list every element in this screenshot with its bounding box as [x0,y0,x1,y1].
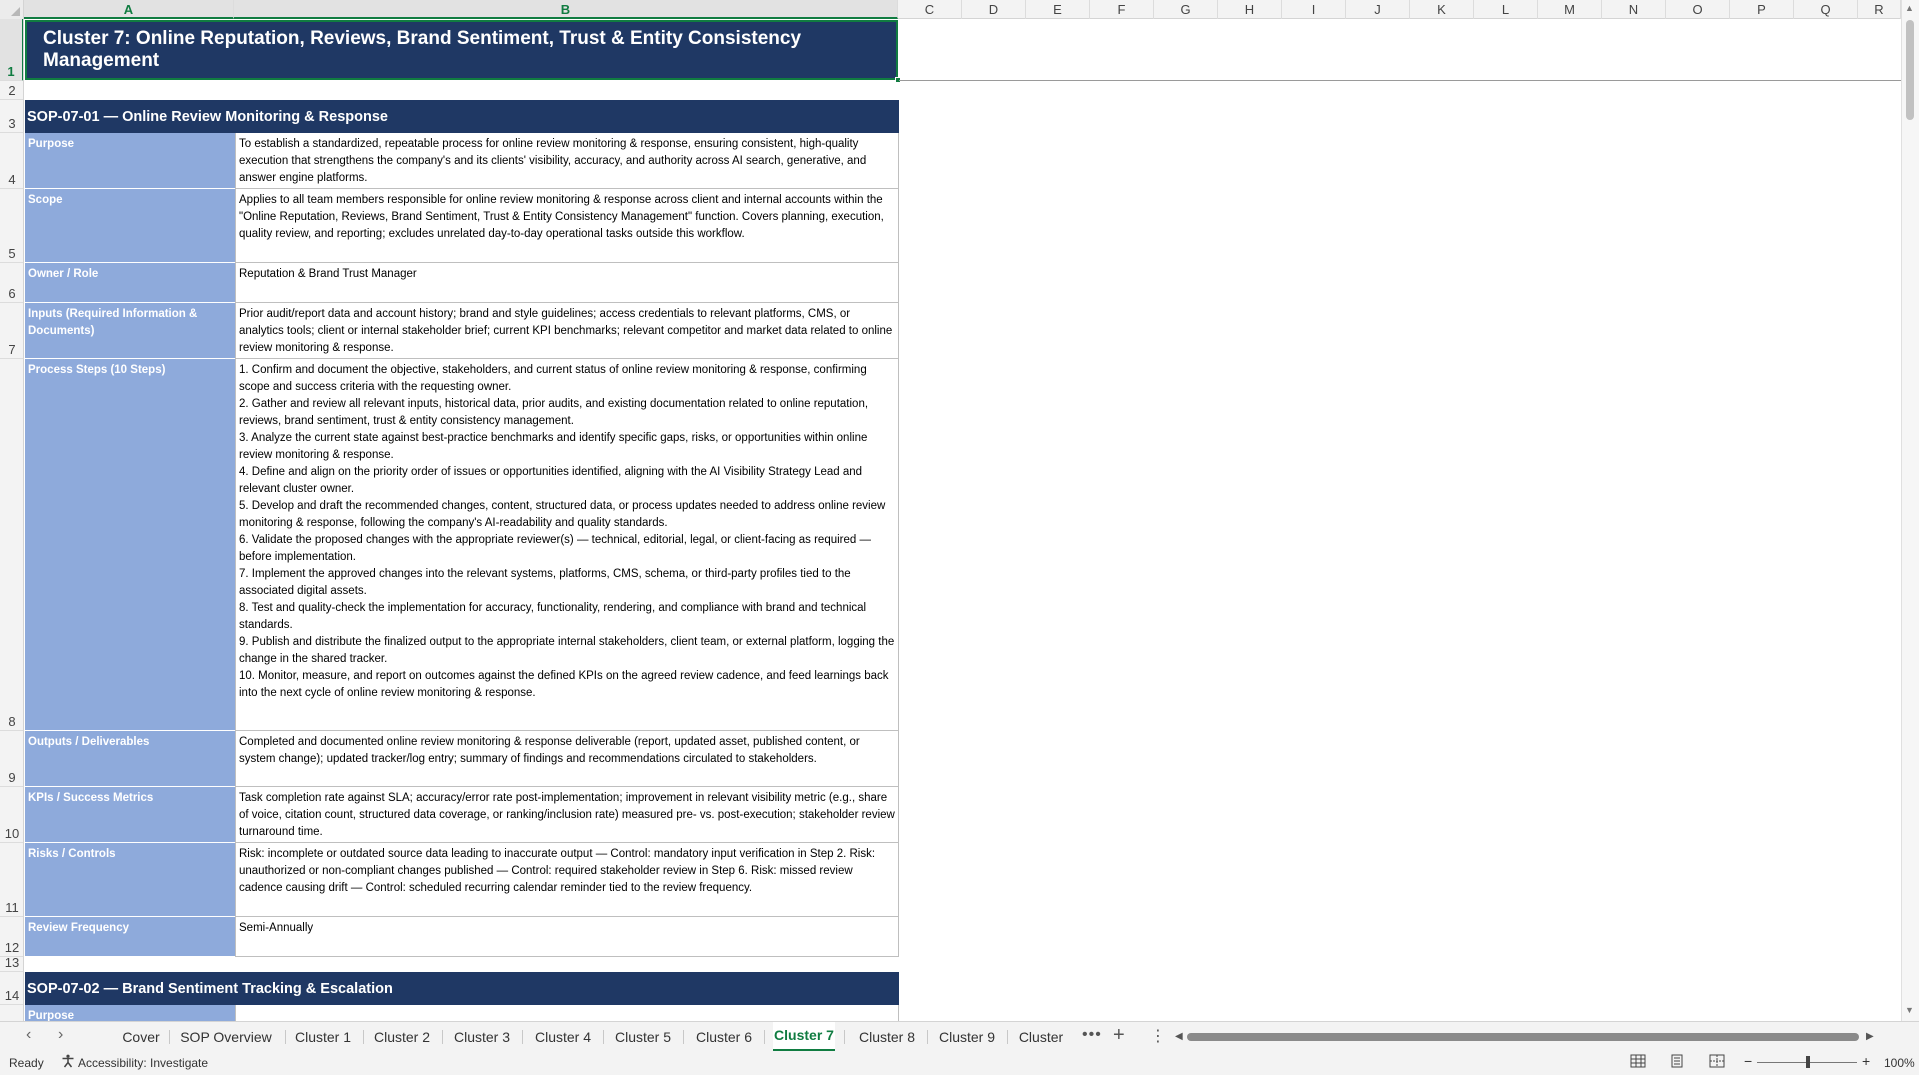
tab-separator [169,1030,170,1044]
row-header-6[interactable]: 6 [0,263,24,303]
row-header-10[interactable]: 10 [0,787,24,843]
vertical-scroll-thumb[interactable] [1906,20,1914,120]
zoom-slider-knob[interactable] [1806,1056,1810,1068]
field-value-text: To establish a standardized, repeatable process for online review monitoring & response, ensuring consistent, high-quality execution that strengthens the company's and its clients' visibility, accuracy, and authority across AI search, generative, and answer engine platforms. [239,138,867,184]
field-value-text: Reputation & Brand Trust Manager [239,268,417,280]
field-value[interactable] [235,263,899,303]
column-header-p[interactable]: P [1730,0,1794,19]
column-header-o[interactable]: O [1666,0,1730,19]
row-1-border [899,80,1901,81]
field-value[interactable] [235,359,899,731]
field-label-text: Inputs (Required Information & Documents) [28,308,198,337]
field-label[interactable] [25,787,235,843]
row-header-5[interactable]: 5 [0,189,24,263]
column-header-r[interactable]: R [1858,0,1901,19]
sheet-tab[interactable]: Cluster 3 [453,1029,511,1045]
column-header-i[interactable]: I [1282,0,1346,19]
field-label[interactable] [25,359,235,731]
field-value[interactable] [235,731,899,787]
field-value-text: 1. Confirm and document the objective, stakeholders, and current status of online review monitoring & response, confirming scope and success criteria with the requesting owner. 2. Gather and review all relevant inputs, historical data, prior audits, and existing documentation related to online reputation, reviews, brand sentiment, trust & entity consistency management. 3. Analyze the current state against best-practice benchmarks and identify specific gaps, risks, or opportunities within online review monitoring & response. 4. Define and align on the priority order of issues or opportunities identified, aligning with the AI Visibility Strategy Lead and relevant cluster owner. 5. Develop and draft the recommended changes, content, structured data, or process updates needed to address online review monitoring & response, following the company's AI-readability and quality standards. 6. Validate the proposed changes with the appropriate reviewer(s) — technical, editorial, legal, or client-facing as required — before implementation. 7. Implement the approved changes into the relevant systems, platforms, CMS, schema, or third-party profiles tied to the associated digital assets. 8. Test and quality-check the implementation for accuracy, functionality, rendering, and compliance with brand and technical standards. 9. Publish and distribute the finalized output to the appropriate internal stakeholders, client team, or external platform, logging the change in the shared tracker. 10. Monitor, measure, and report on outcomes against the defined KPIs on the agreed review cadence, and feed learnings back into the next cycle of online review monitoring & response. [239,364,895,699]
sheet-tab[interactable]: Cluster 8 [858,1029,916,1045]
field-value[interactable] [235,843,899,917]
row-header-2[interactable]: 2 [0,81,24,100]
tab-options-icon[interactable]: ⋮ [1150,1028,1166,1045]
field-label-text: Purpose [28,1010,75,1021]
sheet-tab[interactable]: Cluster 4 [534,1029,592,1045]
column-header-g[interactable]: G [1154,0,1218,19]
field-value-text: Risk: incomplete or outdated source data leading to inaccurate output — Control: mandatory input verification in Step 2. Risk: unauthorized or non-compliant changes published — Control: required stakeholder review in Step 6. Risk: missed review cadence causing drift — Control: scheduled recurring calendar reminder tied to the review frequency. [239,848,876,894]
row-header-7[interactable]: 7 [0,303,24,359]
sheet-tab-bar [0,1021,1919,1051]
tab-separator [927,1030,928,1044]
field-value[interactable] [235,1005,899,1021]
row-header-8[interactable]: 8 [0,359,24,731]
zoom-out-icon[interactable]: − [1744,1053,1753,1069]
column-header-n[interactable]: N [1602,0,1666,19]
tab-separator [285,1030,286,1044]
field-label[interactable] [25,133,235,189]
field-value-text: Completed and documented online review monitoring & response deliverable (report, updated asset, published content, or system change); updated tracker/log entry; summary of findings and recommendations circulated to stakeholders. [239,736,860,765]
column-header-bar [0,0,1901,19]
row-header-4[interactable]: 4 [0,133,24,189]
sheet-tab[interactable]: Cluster 7 [773,1022,835,1052]
accessibility-status[interactable]: Accessibility: Investigate [78,1056,209,1070]
tab-separator [603,1030,604,1044]
field-label-text: KPIs / Success Metrics [28,792,154,804]
tab-separator [1007,1030,1008,1044]
column-header-m[interactable]: M [1538,0,1602,19]
column-header-l[interactable]: L [1474,0,1538,19]
field-value[interactable] [235,133,899,189]
field-label[interactable] [25,731,235,787]
field-label[interactable] [25,843,235,917]
more-tabs-icon[interactable]: ••• [1082,1026,1102,1043]
title-cell[interactable] [25,20,898,80]
field-label-text: Owner / Role [28,268,99,280]
page-layout-view-icon[interactable] [1669,1054,1687,1070]
row-header-9[interactable]: 9 [0,731,24,787]
column-header-a[interactable]: A [24,0,234,19]
field-label-text: Outputs / Deliverables [28,736,150,748]
select-all-corner[interactable] [0,0,24,19]
field-value-text: Prior audit/report data and account history; brand and style guidelines; access credentials to relevant platforms, CMS, or analytics tools; client or internal stakeholder brief; current KPI benchmarks; relevant competitor and market data related to online review monitoring & response. [239,308,893,354]
sheet-tab[interactable]: Cluster 2 [373,1029,431,1045]
field-label[interactable] [25,189,235,263]
column-header-h[interactable]: H [1218,0,1282,19]
column-header-d[interactable]: D [962,0,1026,19]
column-header-f[interactable]: F [1090,0,1154,19]
scroll-up-icon[interactable]: ▲ [1905,3,1914,13]
field-label[interactable] [25,263,235,303]
row-header-13[interactable]: 13 [0,957,24,972]
field-value-text: Applies to all team members responsible for online review monitoring & response across client and internal accounts within the "Online Reputation, Reviews, Brand Sentiment, Trust & Entity Consistency Management" function. Covers planning, execution, quality review, and reporting; excludes unrelated day-to-day operational tasks outside this workflow. [239,194,884,240]
sheet-title: Cluster 7: Online Reputation, Reviews, Brand Sentiment, Trust & Entity Consistency Management [43,28,802,71]
sheet-tab[interactable]: Cluster 9 [938,1029,996,1045]
field-label-text: Process Steps (10 Steps) [28,364,166,376]
sop-header[interactable] [25,100,899,133]
field-label[interactable] [25,303,235,359]
sop-header[interactable] [25,972,899,1005]
horizontal-scrollbar[interactable] [1175,1031,1875,1043]
row-header-12[interactable]: 12 [0,917,24,957]
tab-scroll-right-icon[interactable]: › [58,1026,64,1043]
tab-separator [442,1030,443,1044]
sop-header-text: SOP-07-01 — Online Review Monitoring & Response [27,108,388,125]
tab-separator [363,1030,364,1044]
horizontal-scroll-thumb[interactable] [1187,1033,1859,1041]
scroll-right-icon[interactable]: ▶ [1866,1031,1874,1042]
ready-status: Ready [9,1056,44,1070]
row-header-3[interactable]: 3 [0,100,24,133]
sheet-tab[interactable]: Cluster 1 [294,1029,352,1045]
column-header-k[interactable]: K [1410,0,1474,19]
tab-separator [844,1030,845,1044]
zoom-in-icon[interactable]: + [1862,1053,1871,1069]
tab-separator [764,1030,765,1044]
column-header-q[interactable]: Q [1794,0,1858,19]
scroll-down-icon[interactable]: ▼ [1905,1005,1914,1015]
accessibility-icon[interactable] [61,1054,75,1071]
column-header-c[interactable]: C [898,0,962,19]
zoom-level[interactable]: 100% [1884,1056,1915,1070]
worksheet-grid[interactable] [24,19,1901,1021]
sheet-tab[interactable]: Cluster 6 [695,1029,753,1045]
field-value[interactable] [235,303,899,359]
field-label[interactable] [25,1005,235,1021]
sheet-tab[interactable]: Cluster 5 [614,1029,672,1045]
status-bar [0,1051,1919,1075]
sheet-tab[interactable]: Cluster [1018,1029,1064,1045]
normal-view-icon[interactable] [1630,1054,1648,1070]
sheet-tab[interactable]: Cover [122,1029,160,1045]
field-label[interactable] [25,917,235,957]
field-label-text: Purpose [28,138,75,150]
column-header-b[interactable]: B [234,0,898,19]
field-label-text: Review Frequency [28,922,129,934]
add-sheet-icon[interactable]: + [1113,1024,1125,1046]
row-header-14[interactable]: 14 [0,972,24,1005]
sheet-tab[interactable]: SOP Overview [180,1029,272,1045]
tab-separator [683,1030,684,1044]
tab-separator [522,1030,523,1044]
field-label-text: Risks / Controls [28,848,116,860]
row-header-1[interactable]: 1 [0,19,24,81]
scroll-left-icon[interactable]: ◀ [1175,1031,1183,1042]
field-value[interactable] [235,917,899,957]
column-header-e[interactable]: E [1026,0,1090,19]
sop-header-text: SOP-07-02 — Brand Sentiment Tracking & Escalation [27,980,393,997]
field-label-text: Scope [28,194,63,206]
vertical-scrollbar[interactable] [1901,0,1919,1021]
tab-scroll-left-icon[interactable]: ‹ [26,1026,32,1043]
page-break-preview-icon[interactable] [1709,1054,1727,1070]
column-header-j[interactable]: J [1346,0,1410,19]
field-value-text: Semi-Annually [239,922,314,934]
row-header-bar [0,19,24,1021]
field-value-text: Task completion rate against SLA; accuracy/error rate post-implementation; improvement in relevant visibility metric (e.g., share of voice, citation count, structured data coverage, or ranking/inclusion rate) measured pre- vs. post-execution; stakeholder review turnaround time. [239,792,895,838]
field-value[interactable] [235,787,899,843]
field-value[interactable] [235,189,899,263]
row-header-11[interactable]: 11 [0,843,24,917]
